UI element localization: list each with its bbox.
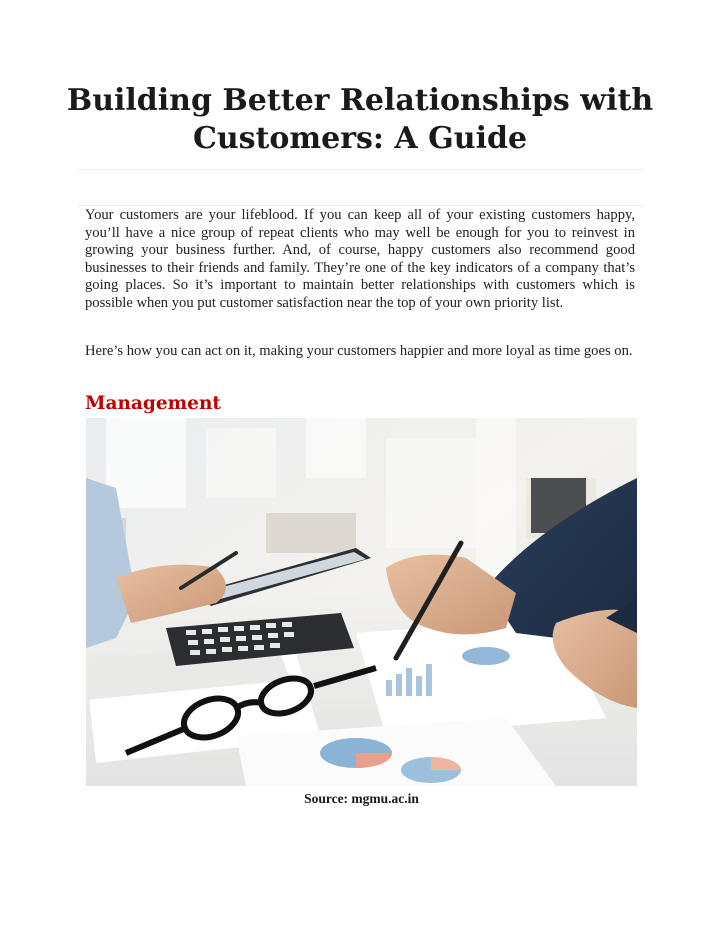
business-meeting-photo — [86, 418, 637, 786]
divider — [78, 169, 644, 170]
divider — [78, 205, 644, 206]
image-caption: Source: mgmu.ac.in — [304, 791, 419, 806]
section-heading: Management — [85, 393, 221, 414]
page-title: Building Better Relationships with Customers: A Guide — [66, 83, 654, 156]
lead-in-paragraph: Here’s how you can act on it, making your customers happier and more loyal as time goes on. — [85, 343, 633, 359]
intro-paragraph: Your customers are your lifeblood. If you can keep all of your existing customers happy, you’ll have a nice group of repeat clients who may well be enough for you to reinvest in growing your business further. And, of course, happy customers also recommend good businesses to their friends and family. They’re one of the key indicators of a company that’s going places. So it’s important to maintain better relationships with customers which is possible when you put customer satisfaction near the top of your own priority list. — [85, 207, 635, 311]
